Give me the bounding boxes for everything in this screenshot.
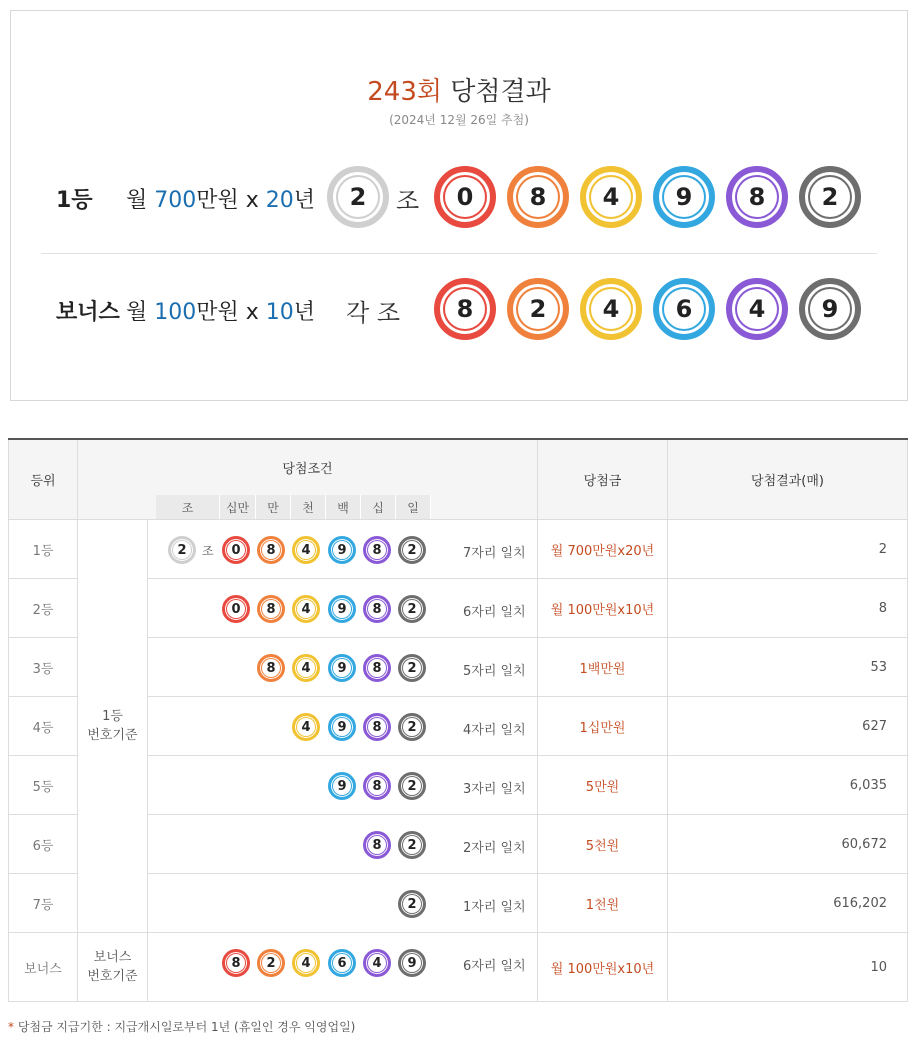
digit-ball: 2 <box>398 713 426 741</box>
rank-cell: 1등 <box>8 520 78 579</box>
digit-ball: 4 <box>292 536 320 564</box>
page-title <box>11 71 907 108</box>
number-ball: 2 <box>799 166 861 228</box>
number-ball: 2 <box>507 278 569 340</box>
digit-ball: 0 <box>222 595 250 623</box>
basis-bonus-cell: 보너스 번호기준 <box>78 933 148 1002</box>
prize-cell: 5천원 <box>538 815 668 874</box>
jo-label: 조 <box>202 544 214 558</box>
digit-ball: 8 <box>363 595 391 623</box>
result-table <box>8 438 908 984</box>
match-text: 6자리 일치 <box>463 959 526 974</box>
rank-cell: 3등 <box>8 638 78 697</box>
draw-date: (2024년 12월 26일 추첨) <box>389 113 529 127</box>
rank-cell: 6등 <box>8 815 78 874</box>
digit-ball: 2 <box>398 831 426 859</box>
number-ball: 8 <box>434 278 496 340</box>
digit-ball: 9 <box>328 536 356 564</box>
rank-cell: 5등 <box>8 756 78 815</box>
prize-cell: 월 100만원x10년 <box>538 933 668 1002</box>
digit-ball: 8 <box>363 713 391 741</box>
digit-ball: 8 <box>363 536 391 564</box>
match-text: 3자리 일치 <box>463 782 526 797</box>
match-text: 4자리 일치 <box>463 723 526 738</box>
rank-cell: 4등 <box>8 697 78 756</box>
prize-cell: 1십만원 <box>538 697 668 756</box>
group-ball: 2 <box>168 536 196 564</box>
round-number: 243회 <box>367 77 442 107</box>
digit-ball: 8 <box>257 536 285 564</box>
prize-cell: 1백만원 <box>538 638 668 697</box>
header-prize: 당첨금 <box>538 440 668 520</box>
first-rank-label: 1등 <box>56 188 93 213</box>
header-condition: 당첨조건 <box>78 440 538 520</box>
number-ball: 4 <box>580 166 642 228</box>
digit-ball: 0 <box>222 536 250 564</box>
header-rank: 등위 <box>8 440 78 520</box>
prize-cell: 월 700만원x20년 <box>538 520 668 579</box>
digit-ball: 8 <box>363 831 391 859</box>
sub-header-cell: 십 <box>361 495 396 519</box>
bonus-rank-label: 보너스 <box>56 300 120 325</box>
number-ball: 8 <box>507 166 569 228</box>
digit-ball: 8 <box>257 654 285 682</box>
number-ball: 6 <box>653 278 715 340</box>
prize-cell: 월 100만원x10년 <box>538 579 668 638</box>
digit-ball: 2 <box>257 949 285 977</box>
number-ball: 0 <box>434 166 496 228</box>
digit-ball: 9 <box>328 654 356 682</box>
count-cell: 6,035 <box>668 756 908 815</box>
digit-ball: 9 <box>328 713 356 741</box>
first-prize-row <box>11 161 907 241</box>
count-cell: 60,672 <box>668 815 908 874</box>
count-cell: 8 <box>668 579 908 638</box>
digit-ball: 2 <box>398 595 426 623</box>
digit-ball: 8 <box>257 595 285 623</box>
bonus-jo-label: 각 조 <box>346 299 400 327</box>
rank-cell: 2등 <box>8 579 78 638</box>
number-ball: 9 <box>799 278 861 340</box>
match-text: 1자리 일치 <box>463 900 526 915</box>
header-result: 당첨결과(매) <box>668 440 908 520</box>
digit-ball: 8 <box>222 949 250 977</box>
group-jo-label: 조 <box>396 187 420 215</box>
title-text: 당첨결과 <box>450 77 551 107</box>
digit-ball: 4 <box>292 713 320 741</box>
footnote: * 당첨금 지급기한 : 지급개시일로부터 1년 (휴일인 경우 익영업일) <box>8 1020 356 1034</box>
digit-ball: 9 <box>398 949 426 977</box>
digit-ball: 4 <box>292 654 320 682</box>
count-cell: 616,202 <box>668 874 908 933</box>
rank-cell: 7등 <box>8 874 78 933</box>
sub-header-cell: 일 <box>396 495 431 519</box>
digit-ball: 2 <box>398 536 426 564</box>
digit-ball: 8 <box>363 772 391 800</box>
number-ball: 9 <box>653 166 715 228</box>
digit-ball: 2 <box>398 890 426 918</box>
match-text: 2자리 일치 <box>463 841 526 856</box>
prize-cell: 1천원 <box>538 874 668 933</box>
divider <box>41 253 877 254</box>
bonus-prize-row <box>11 273 907 353</box>
count-cell: 10 <box>668 933 908 1002</box>
sub-header-cell: 조 <box>156 495 220 519</box>
sub-header-cell: 만 <box>256 495 291 519</box>
digit-ball: 4 <box>363 949 391 977</box>
sub-header-cell: 십만 <box>220 495 256 519</box>
digit-ball: 8 <box>363 654 391 682</box>
group-ball: 2 <box>327 166 389 228</box>
count-cell: 2 <box>668 520 908 579</box>
result-summary-box <box>10 10 908 401</box>
sub-header-cell: 천 <box>291 495 326 519</box>
digit-ball: 9 <box>328 595 356 623</box>
first-prize-text: 월 700만원 x 20년 <box>126 188 316 213</box>
match-text: 7자리 일치 <box>463 546 526 561</box>
match-text: 5자리 일치 <box>463 664 526 679</box>
count-cell: 53 <box>668 638 908 697</box>
rank-cell: 보너스 <box>8 933 78 1002</box>
digit-ball: 6 <box>328 949 356 977</box>
count-cell: 627 <box>668 697 908 756</box>
match-text: 6자리 일치 <box>463 605 526 620</box>
prize-cell: 5만원 <box>538 756 668 815</box>
digit-ball: 9 <box>328 772 356 800</box>
digit-ball: 4 <box>292 949 320 977</box>
number-ball: 4 <box>726 278 788 340</box>
sub-header-cell: 백 <box>326 495 361 519</box>
digit-ball: 4 <box>292 595 320 623</box>
digit-ball: 2 <box>398 772 426 800</box>
number-ball: 4 <box>580 278 642 340</box>
number-ball: 8 <box>726 166 788 228</box>
basis-first-cell: 1등 번호기준 <box>78 520 148 933</box>
bonus-prize-text: 월 100만원 x 10년 <box>126 300 316 325</box>
digit-ball: 2 <box>398 654 426 682</box>
